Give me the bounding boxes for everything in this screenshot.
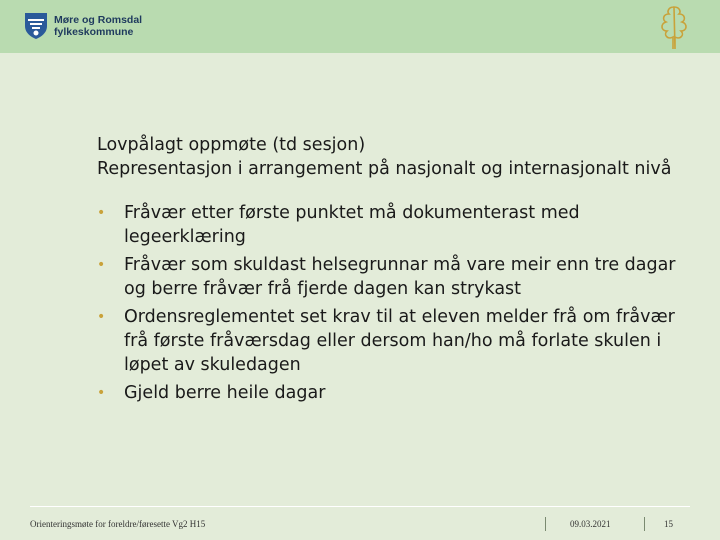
intro-line: Lovpålagt oppmøte (td sesjon) — [97, 135, 366, 155]
slide-body — [97, 133, 687, 409]
bullet-icon: • — [97, 385, 106, 401]
footer-divider — [644, 517, 645, 531]
list-item — [97, 253, 687, 301]
footer-date: 09.03.2021 — [570, 519, 611, 529]
list-item — [97, 201, 687, 249]
list-item — [97, 381, 687, 405]
bullet-text: Ordensreglementet set krav til at eleven melder frå om fråvær frå første fråværsdag eller dersom han/ho må forlate skulen i løpet av skuledagen — [124, 307, 675, 375]
tree-icon — [654, 4, 694, 52]
bullet-list — [97, 201, 687, 405]
bullet-text: Fråvær etter første punktet må dokumenterast med legeerklæring — [124, 203, 580, 247]
footer-divider — [545, 517, 546, 531]
intro-text — [97, 133, 687, 181]
bullet-icon: • — [97, 309, 106, 325]
footer — [30, 506, 690, 533]
footer-title: Orienteringsmøte for foreldre/føresette Vg2 H15 — [30, 519, 206, 529]
page-number: 15 — [664, 519, 673, 529]
intro-line: Representasjon i arrangement på nasjonalt og internasjonalt nivå — [97, 159, 672, 179]
bullet-text: Gjeld berre heile dagar — [124, 383, 326, 403]
bullet-icon: • — [97, 205, 106, 221]
org-logo — [24, 12, 142, 40]
org-name-line2: fylkeskommune — [54, 26, 134, 38]
bullet-text: Fråvær som skuldast helsegrunnar må vare meir enn tre dagar og berre fråvær frå fjerde dagen kan strykast — [124, 255, 676, 299]
header-band — [0, 0, 720, 53]
org-name-line1: Møre og Romsdal — [54, 14, 143, 26]
coat-of-arms-icon — [24, 12, 48, 40]
bullet-icon: • — [97, 257, 106, 273]
list-item — [97, 305, 687, 377]
